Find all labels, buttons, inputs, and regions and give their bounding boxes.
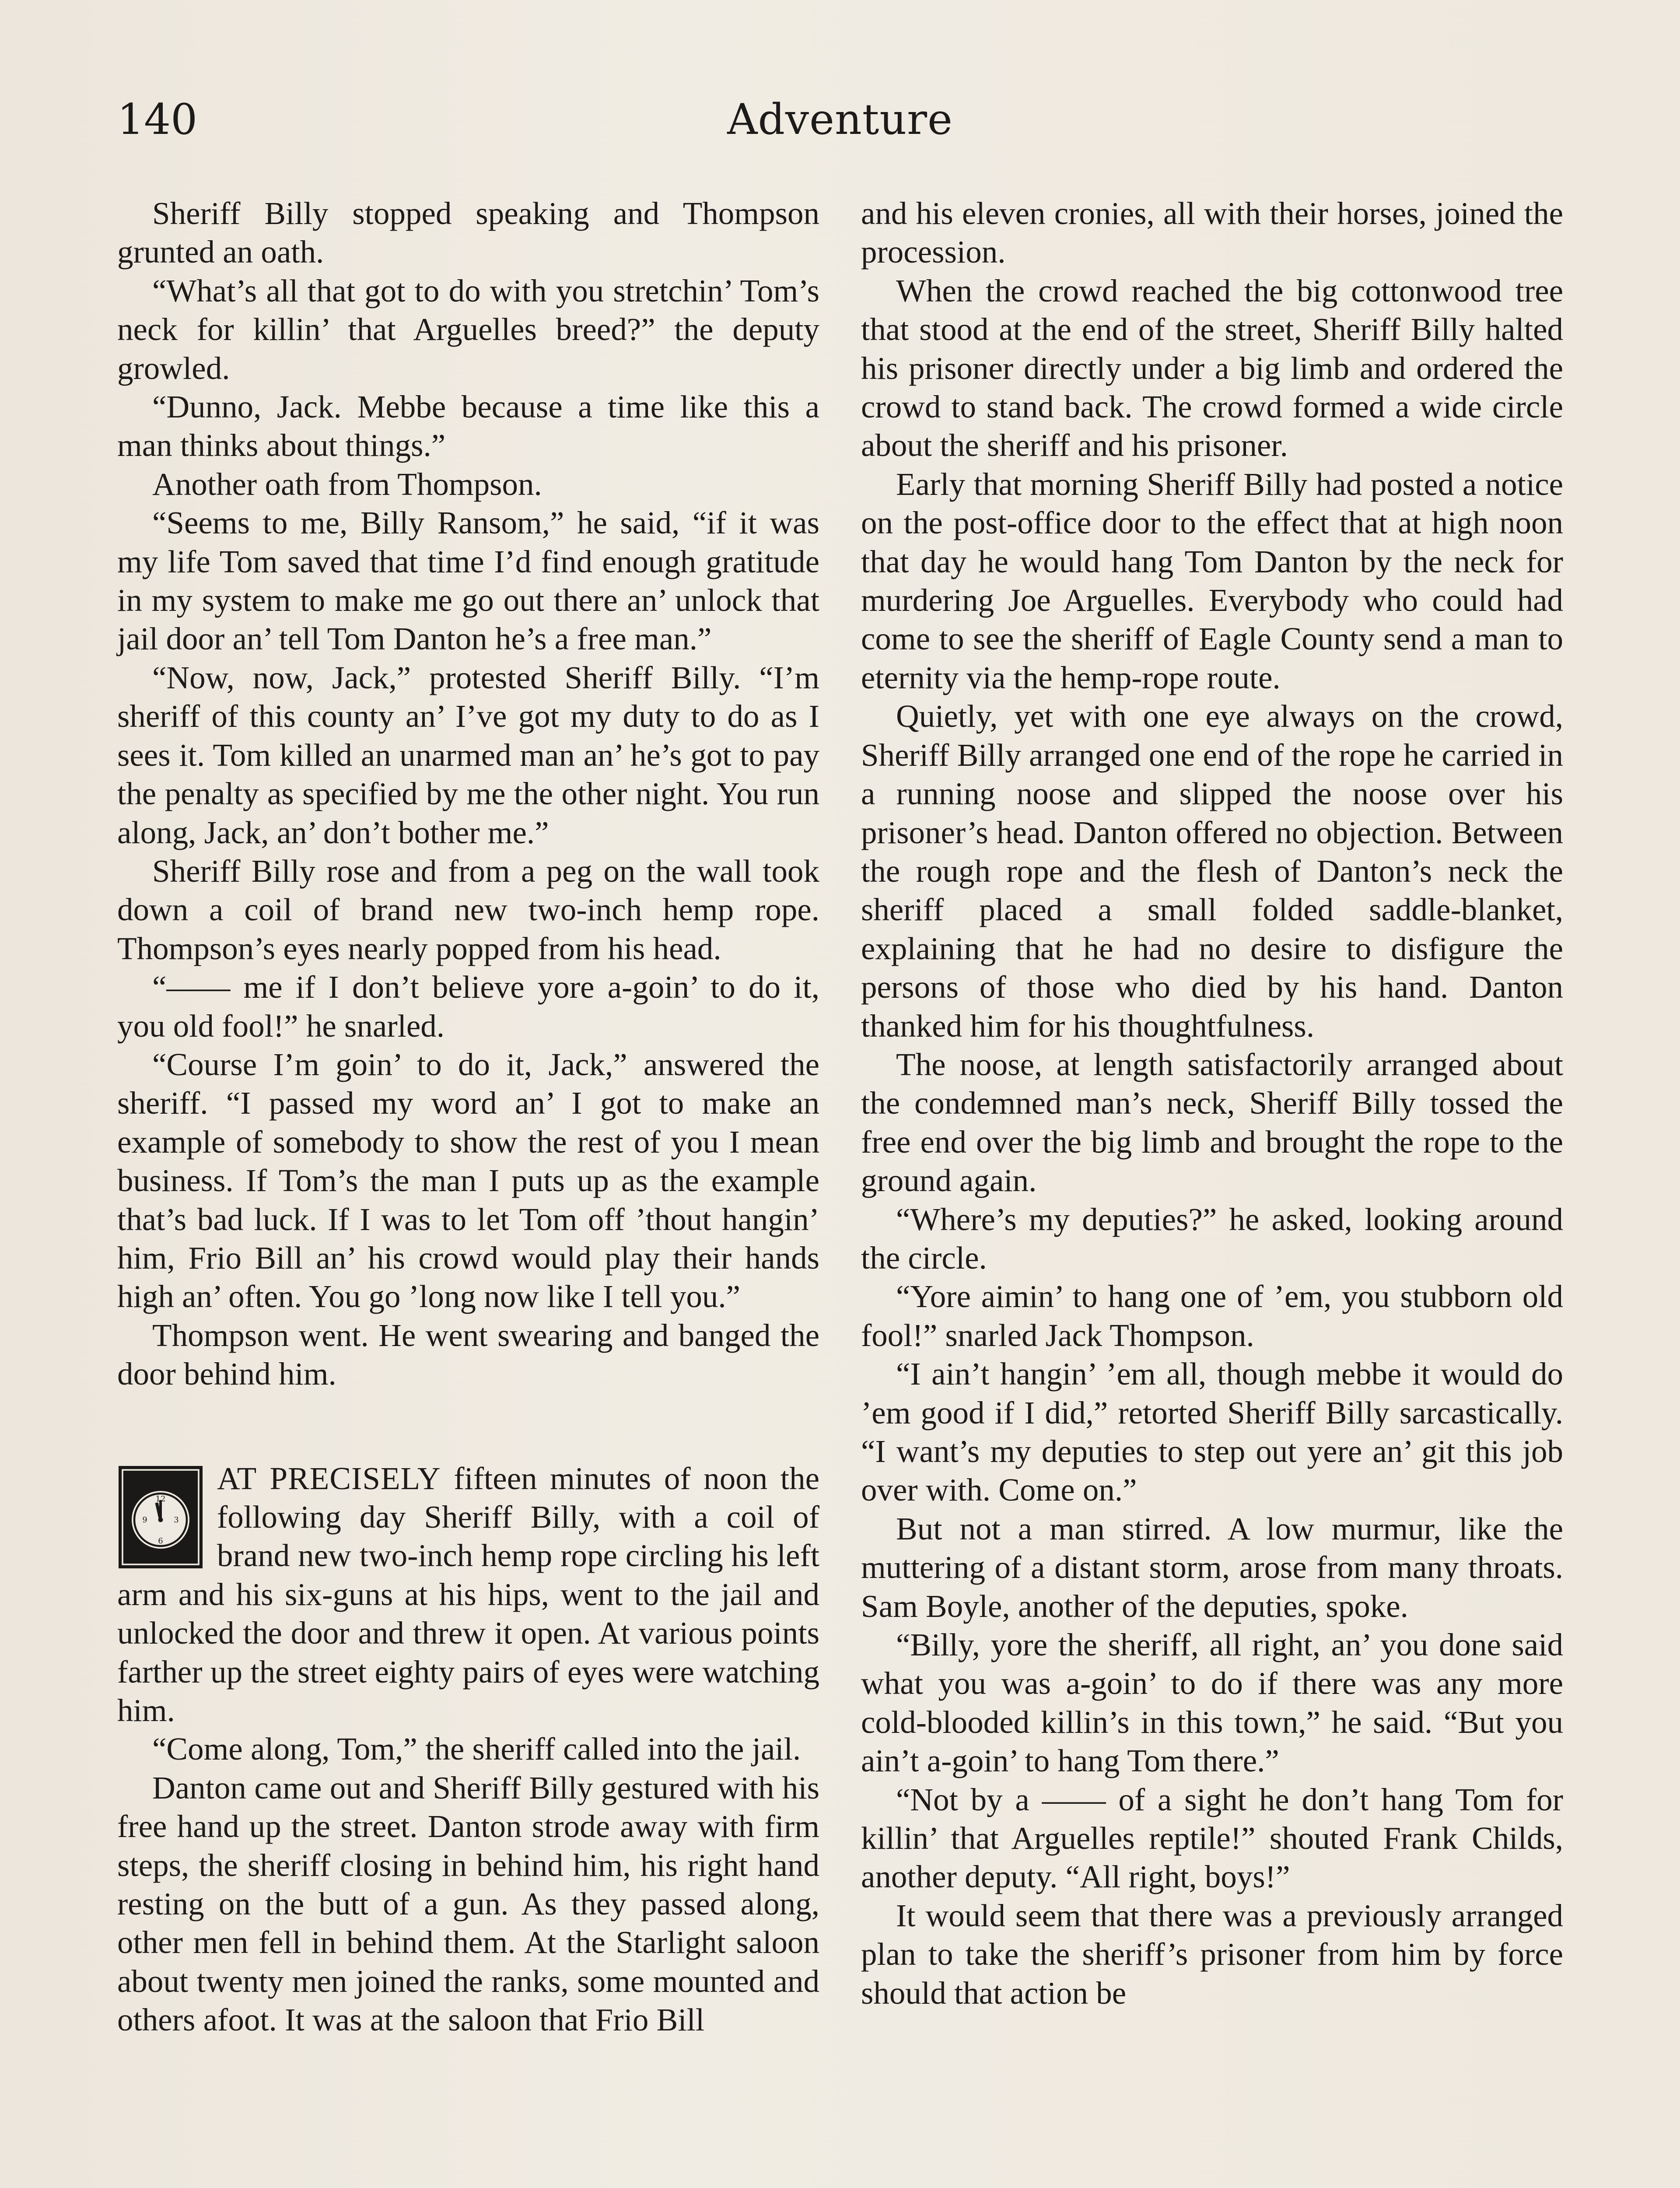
paragraph: and his eleven cronies, all with their horses, joined the procession. xyxy=(861,196,1563,270)
paragraph: “Seems to me, Billy Ransom,” he said, “if it was my life Tom saved that time I’d find enough gratitude in my system to make me go out there an’ unlock that jail door an’ tell Tom Danton he’s a free man.” xyxy=(117,505,819,657)
paragraph: “Yore aimin’ to hang one of ’em, you stubborn old fool!” snarled Jack Thompson. xyxy=(861,1279,1563,1353)
running-head: Adventure xyxy=(727,95,953,144)
paragraph: The noose, at length satisfactorily arranged about the condemned man’s neck, Sheriff Billy tossed the free end over the big limb and brought the rope to the ground again. xyxy=(861,1046,1563,1199)
paragraph: Sheriff Billy rose and from a peg on the wall took down a coil of brand new two-inch hemp rope. Thompson’s eyes nearly popped from his head. xyxy=(117,853,819,966)
paragraph: When the crowd reached the big cottonwood tree that stood at the end of the street, Sheriff Billy halted his prisoner directly under a big limb and ordered the crowd to stand back. The crowd formed a wide circle about the sheriff and his prisoner. xyxy=(861,273,1563,463)
paragraph: “Not by a —— of a sight he don’t hang Tom for killin’ that Arguelles reptile!” shouted Frank Childs, another deputy. “All right, boys!” xyxy=(861,1781,1563,1895)
page-number: 140 xyxy=(117,95,198,144)
paragraph: But not a man stirred. A low murmur, like the muttering of a distant storm, arose from many throats. Sam Boyle, another of the deputies, spoke. xyxy=(861,1511,1563,1624)
clock-icon xyxy=(117,1465,204,1570)
section-lead-text: fifteen minutes of noon the following day Sheriff Billy, with a coil of brand new two-inch hemp rope circling his left arm and his six-guns at his hips, went to the jail and unlocked the door and threw it open. At various points farther up the street eighty pairs of eyes were watching him. xyxy=(117,1460,819,1729)
paragraph: “Come along, Tom,” the sheriff called into the jail. xyxy=(152,1731,801,1767)
svg-text:6: 6 xyxy=(158,1536,163,1546)
paragraph: “Billy, yore the sheriff, all right, an’ you done said what you was a-goin’ to do if there was any more cold-blooded killin’s in this town,” he said. “But you ain’t a-goin’ to hang Tom there.” xyxy=(861,1627,1563,1779)
paragraph: “What’s all that got to do with you stretchin’ Tom’s neck for killin’ that Arguelles breed?” the deputy growled. xyxy=(117,273,819,386)
paragraph: Another oath from Thompson. xyxy=(152,466,542,502)
paragraph: Early that morning Sheriff Billy had posted a notice on the post-office door to the effect that at high noon that day he would hang Tom Danton by the neck for murdering Joe Arguelles. Everybody who could had come to see the sheriff of Eagle County send a man to eternity via the hemp-rope route. xyxy=(861,466,1563,695)
svg-text:12: 12 xyxy=(155,1494,166,1504)
left-column xyxy=(117,194,819,2040)
section-lead-caps: AT PRECISELY xyxy=(217,1460,441,1496)
paragraph: “Where’s my deputies?” he asked, looking around the circle. xyxy=(861,1201,1563,1276)
paragraph: “Course I’m goin’ to do it, Jack,” answered the sheriff. “I passed my word an’ I got to make an example of somebody to show the rest of you I mean business. If Tom’s the man I puts up as the example that’s bad luck. If I was to let Tom off ’thout hangin’ him, Frio Bill an’ his crowd would play their hands high an’ often. You go ’long now like I tell you.” xyxy=(117,1046,819,1315)
right-column xyxy=(861,194,1563,2013)
paragraph: “Dunno, Jack. Mebbe because a time like this a man thinks about things.” xyxy=(117,389,819,463)
paragraph: Danton came out and Sheriff Billy gestured with his free hand up the street. Danton strode away with firm steps, the sheriff closing in behind him, his right hand resting on the butt of a gun. As they passed along, other men fell in behind them. At the Starlight saloon about twenty men joined the ranks, some mounted and others afoot. It was at the saloon that Frio Bill xyxy=(117,1770,819,2038)
paragraph: “I ain’t hangin’ ’em all, though mebbe it would do ’em good if I did,” retorted Sheriff Billy sarcastically. “I want’s my deputies to step out yere an’ git this job over with. Come on.” xyxy=(861,1356,1563,1508)
paragraph: Sheriff Billy stopped speaking and Thompson grunted an oath. xyxy=(117,196,819,270)
paragraph: “Now, now, Jack,” protested Sheriff Billy. “I’m sheriff of this county an’ I’ve got my duty to do as I sees it. Tom killed an unarmed man an’ he’s got to pay the penalty as specified by me the other night. You run along, Jack, an’ don’t bother me.” xyxy=(117,659,819,850)
section-opening-paragraph xyxy=(117,1459,819,1730)
paragraph: Thompson went. He went swearing and banged the door behind him. xyxy=(117,1317,819,1392)
svg-text:9: 9 xyxy=(142,1515,147,1525)
paragraph: Quietly, yet with one eye always on the crowd, Sheriff Billy arranged one end of the rope he carried in a running noose and slipped the noose over his prisoner’s head. Danton offered no objection. Between the rough rope and the flesh of Danton’s neck the sheriff placed a small folded saddle-blanket, explaining that he had no desire to disfigure the persons of those who died by his hand. Danton thanked him for his thoughtfulness. xyxy=(861,698,1563,1044)
paragraph: It would seem that there was a previously arranged plan to take the sheriff’s prisoner from him by force should that action be xyxy=(861,1897,1563,2011)
svg-text:3: 3 xyxy=(174,1515,179,1525)
paragraph: “—— me if I don’t believe yore a-goin’ to do it, you old fool!” he snarled. xyxy=(117,969,819,1044)
